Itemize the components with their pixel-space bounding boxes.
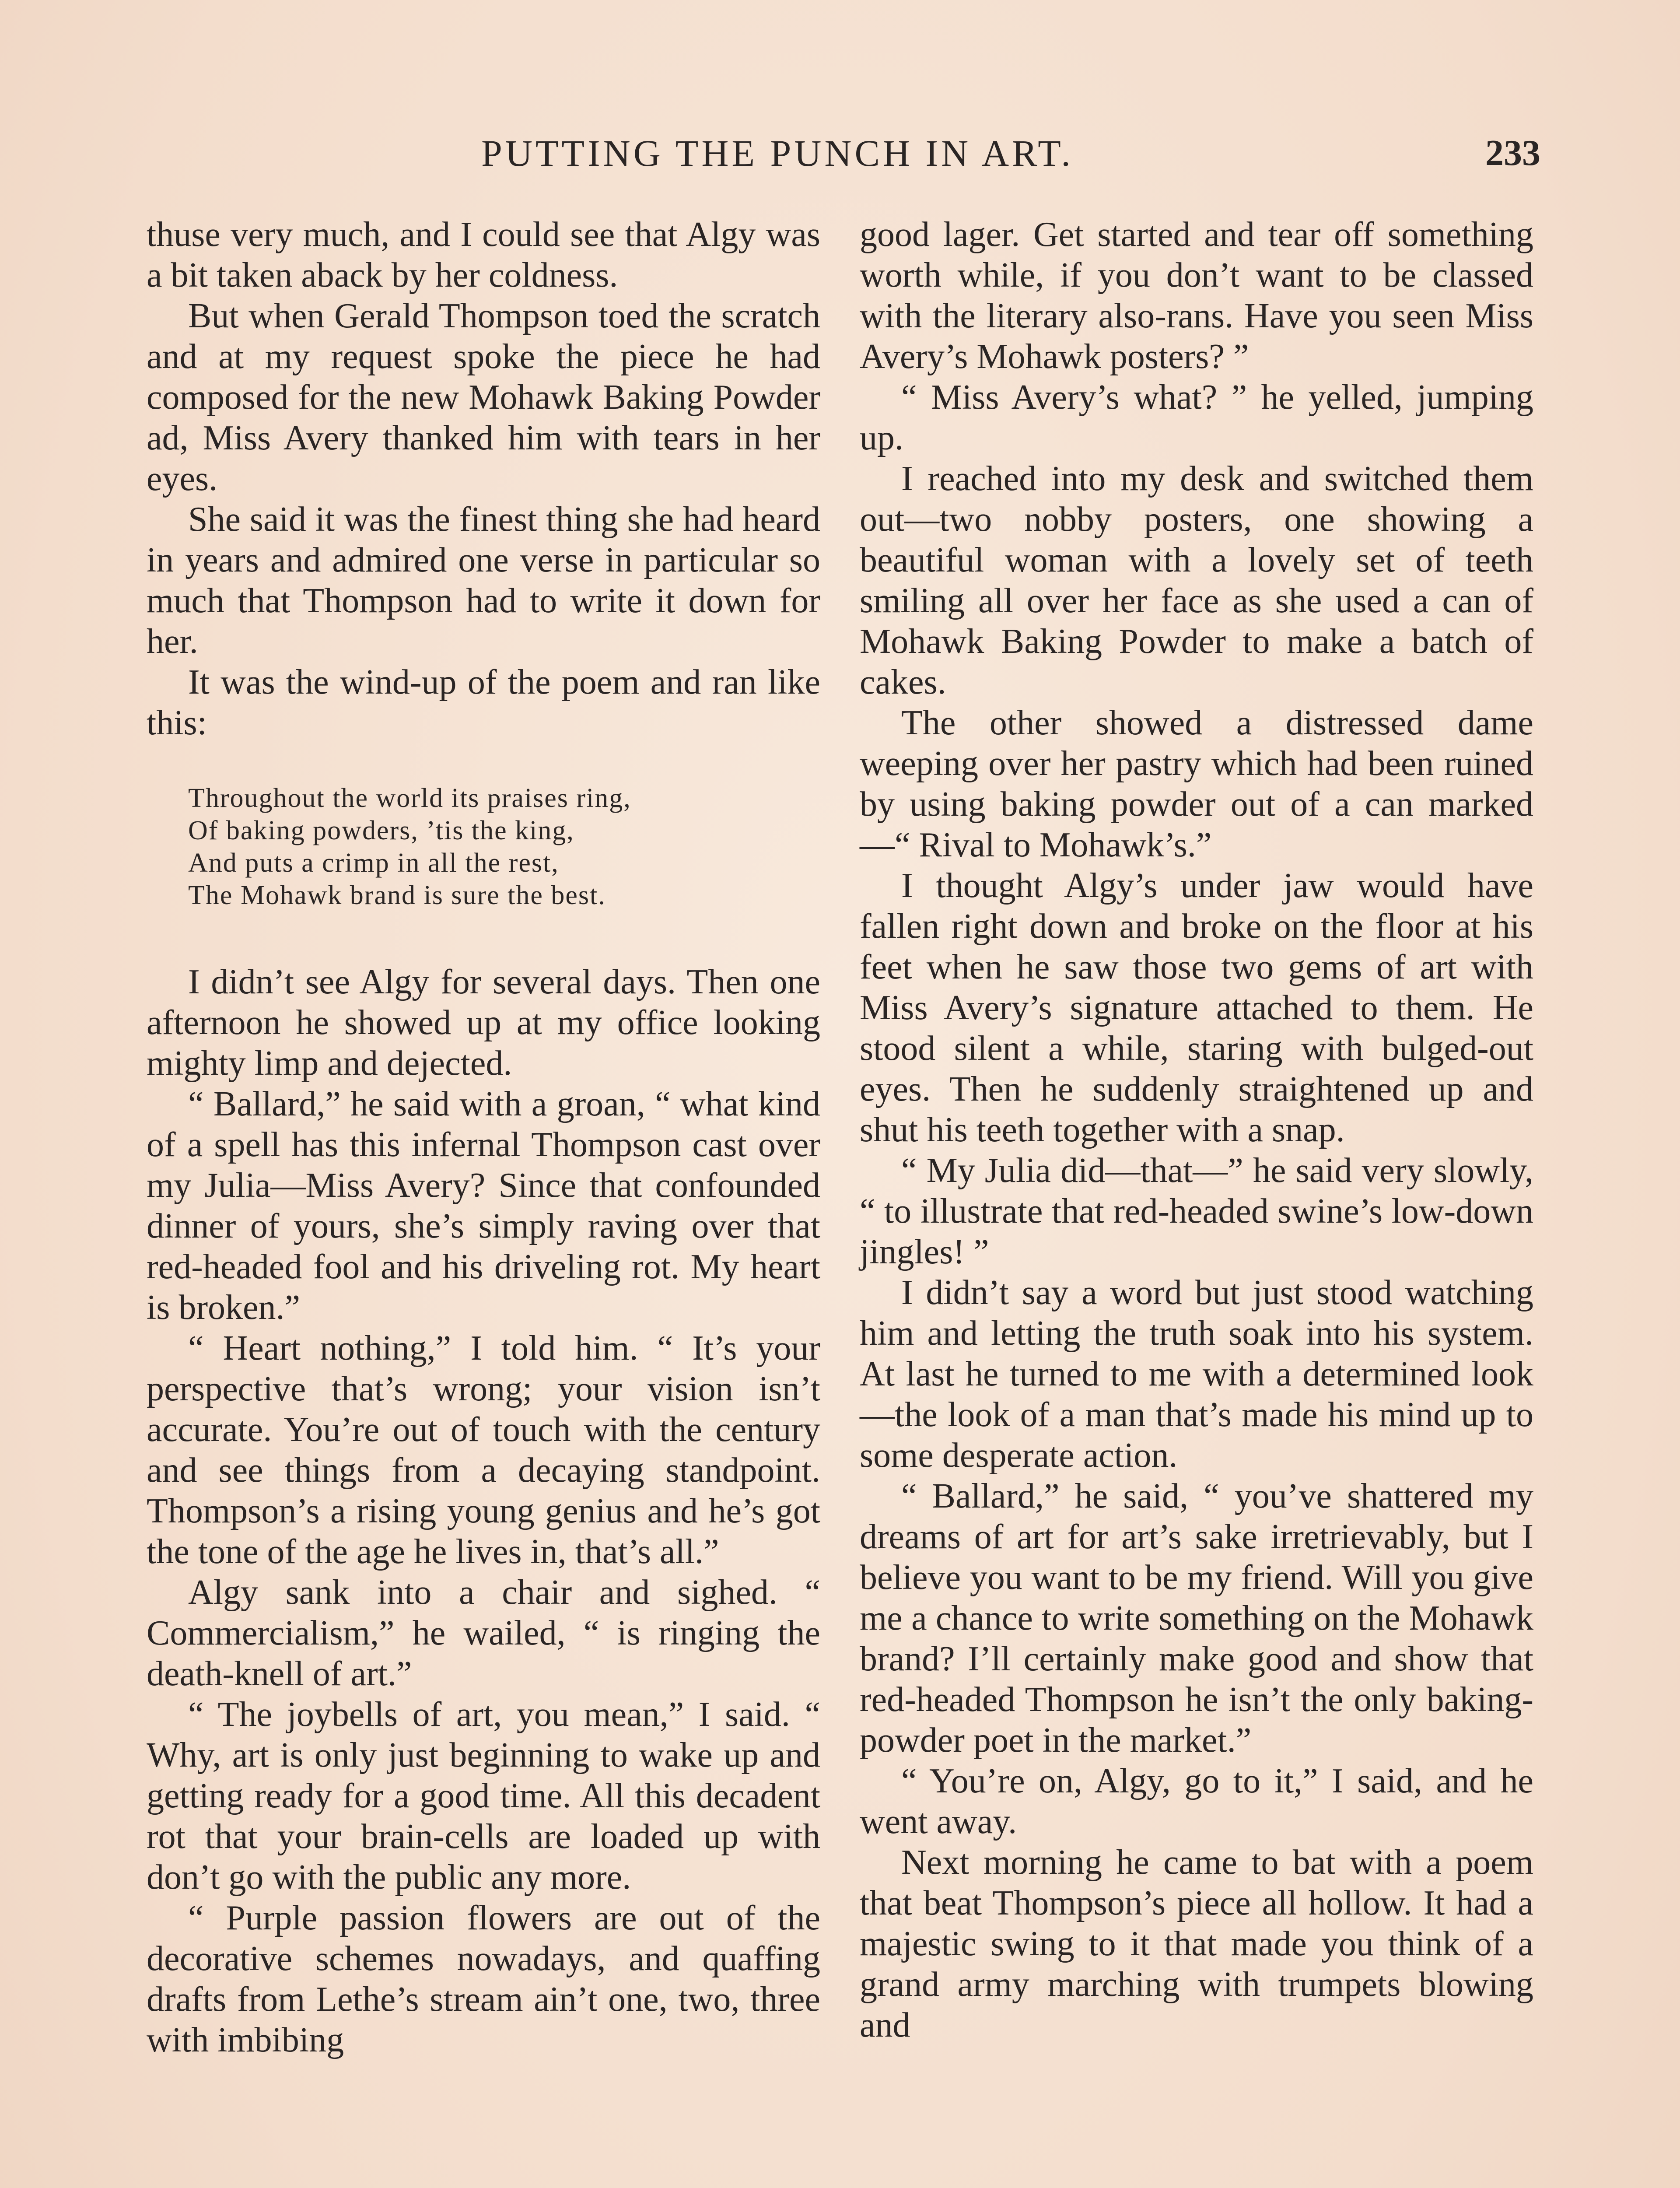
paragraph: I thought Algy’s under jaw would have fallen right down and broke on the floor at his feet when he saw those two gems of art with Miss Avery’s signature attached to them. He stood silent a while, staring with bulged-out eyes. Then he suddenly straightened up and shut his teeth together with a snap. (860, 866, 1533, 1149)
paragraph: I reached into my desk and switched them out—two nobby posters, one showing a beautiful woman with a lovely set of teeth smiling all over her face as she used a can of Mohawk Baking Powder to make a batch of cakes. (860, 459, 1533, 701)
page-number: 233 (1485, 133, 1540, 173)
paragraph: “ Ballard,” he said, “ you’ve shattered my dreams of art for art’s sake irretrievably, but I believe you want to be my friend. Will you give me a chance to write something on the Mohawk brand? I’ll certainly make good and show that red-headed Thompson he isn’t the only baking-powder poet in the market.” (860, 1477, 1533, 1760)
poem-line: Of baking powders, ’tis the king, (188, 816, 574, 845)
paragraph: The other showed a distressed dame weeping over her pastry which had been ruined by using baking powder out of a can marked—“ Rival to Mohawk’s.” (860, 704, 1533, 864)
paragraph: Algy sank into a chair and sighed. “ Commercialism,” he wailed, “ is ringing the death-knell of art.” (147, 1573, 820, 1693)
paragraph: It was the wind-up of the poem and ran like this: (147, 663, 820, 742)
paragraph: “ Heart nothing,” I told him. “ It’s your perspective that’s wrong; your vision isn’t accurate. You’re out of touch with the century and see things from a decaying standpoint. Thompson’s a rising young genius and he’s got the tone of the age he lives in, that’s all.” (147, 1329, 820, 1571)
running-head: PUTTING THE PUNCH IN ART. (481, 132, 1074, 174)
paragraph: “ You’re on, Algy, go to it,” I said, and he went away. (860, 1762, 1533, 1841)
paragraph: I didn’t say a word but just stood watching him and letting the truth soak into his system. At last he turned to me with a determined look—the look of a man that’s made his mind up to some desperate action. (860, 1273, 1533, 1475)
paragraph: But when Gerald Thompson toed the scratch and at my request spoke the piece he had composed for the new Mohawk Baking Powder ad, Miss Avery thanked him with tears in her eyes. (147, 297, 820, 498)
paragraph: I didn’t see Algy for several days. Then one afternoon he showed up at my office looking mighty limp and dejected. (147, 963, 820, 1083)
page-header (0, 127, 1680, 179)
poem-line: Throughout the world its praises ring, (188, 783, 631, 813)
paragraph: “ My Julia did—that—” he said very slowly, “ to illustrate that red-headed swine’s low-down jingles! ” (860, 1151, 1533, 1271)
paragraph: “ Miss Avery’s what? ” he yelled, jumping up. (860, 378, 1533, 457)
paragraph: good lager. Get started and tear off something worth while, if you don’t want to be classed with the literary also-rans. Have you seen Miss Avery’s Mohawk posters? ” (860, 215, 1533, 376)
poem-line: The Mohawk brand is sure the best. (188, 880, 606, 910)
left-column (147, 214, 820, 2061)
paragraph: She said it was the finest thing she had heard in years and admired one verse in particular so much that Thompson had to write it down for her. (147, 500, 820, 661)
poem-line: And puts a crimp in all the rest, (188, 848, 559, 878)
paragraph: Next morning he came to bat with a poem that beat Thompson’s piece all hollow. It had a majestic swing to it that made you think of a grand army marching with trumpets blowing and (860, 1843, 1533, 2044)
paragraph: thuse very much, and I could see that Algy was a bit taken aback by her coldness. (147, 215, 820, 295)
paragraph: “ Ballard,” he said with a groan, “ what kind of a spell has this infernal Thompson cast over my Julia—Miss Avery? Since that confounded dinner of yours, she’s simply raving over that red-headed fool and his driveling rot. My heart is broken.” (147, 1085, 820, 1327)
paragraph: “ Purple passion flowers are out of the decorative schemes nowadays, and quaffing drafts from Lethe’s stream ain’t one, two, three with imbibing (147, 1899, 820, 2059)
poem-block (188, 782, 820, 912)
paragraph: “ The joybells of art, you mean,” I said. “ Why, art is only just beginning to wake up and getting ready for a good time. All this decadent rot that your brain-cells are loaded up with don’t go with the public any more. (147, 1695, 820, 1897)
right-column (860, 214, 1533, 2046)
